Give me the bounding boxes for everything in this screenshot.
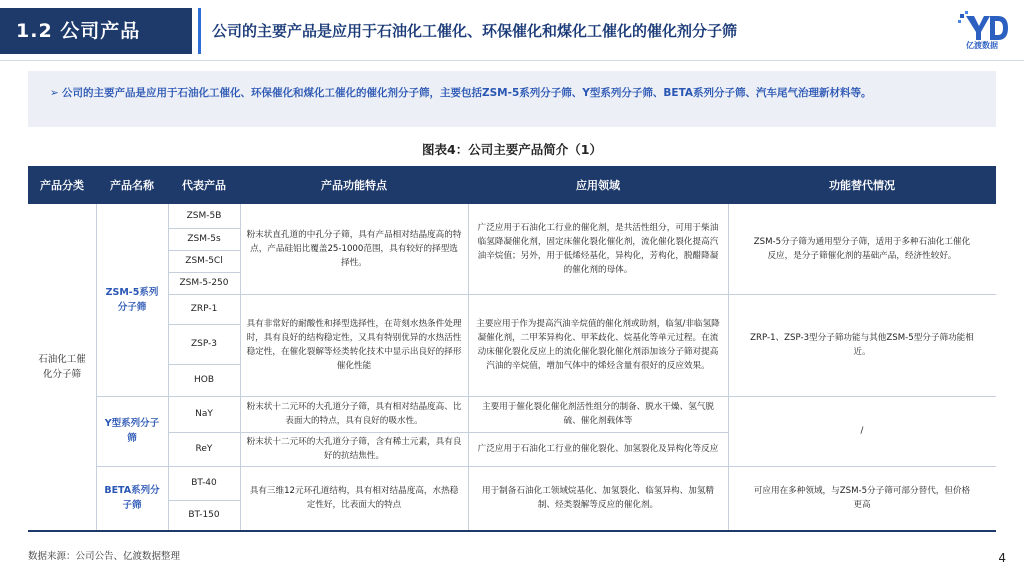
- features-beta: 具有三维12元环孔道结构，具有相对结晶度高，水热稳定性好，比表面大的特点: [249, 486, 459, 510]
- header-applications: 应用领域: [468, 166, 728, 204]
- header-rule: [0, 60, 1024, 61]
- header-substitution: 功能替代情况: [728, 166, 996, 204]
- table-bottom-rule: [28, 530, 996, 532]
- product-bt150: BT-150: [188, 510, 220, 520]
- arrow-bullet-icon: ➢: [50, 87, 59, 99]
- page-header: [0, 0, 1024, 62]
- summary-box: [28, 71, 996, 127]
- product-zsm5s: ZSM-5s: [187, 234, 221, 244]
- applications-nay: 主要用于催化裂化催化剂活性组分的制备、脱水干燥、氢气脱硫、催化剂载体等: [481, 402, 715, 426]
- product-rey: ReY: [195, 444, 213, 454]
- features-rey: 粉末状十二元环的大孔道分子筛，含有稀土元素，具有良好的抗结焦性。: [246, 437, 462, 461]
- features-zsm5-group1: 粉末状直孔道的中孔分子筛，具有产品相对结晶度高的特点，产品硅铝比覆盖25-1000范围，具有较好的择型选择性。: [246, 230, 462, 268]
- category-cell: 石油化工催化分子筛: [38, 354, 86, 380]
- applications-zsm5-group2: 主要应用于作为提高汽油辛烷值的催化剂或助剂，临氢/非临氢降凝催化剂，二甲苯异构化、甲苯歧化、烷基化等单元过程。在流动床催化裂化反应上的流化催化裂化催化剂添加该分子筛对提高汽油的辛烷值，增加气体中的烯烃含量有很好的反应效果。: [476, 319, 720, 371]
- product-zsp3: ZSP-3: [190, 339, 218, 349]
- features-nay: 粉末状十二元环的大孔道分子筛，具有相对结晶度高、比表面大的特点，具有良好的吸水性。: [246, 402, 462, 426]
- summary-text: 公司的主要产品是应用于石油化工催化、环保催化和煤化工催化的催化剂分子筛，主要包括ZSM-5系列分子筛、Y型系列分子筛、BETA系列分子筛、汽车尾气治理新材料等。: [62, 87, 872, 99]
- product-zsm5cl: ZSM-5Cl: [185, 256, 223, 266]
- header-representative: 代表产品: [168, 166, 240, 204]
- substitution-zsm5-group2: ZRP-1、ZSP-3型分子筛功能与其他ZSM-5型分子筛功能相近。: [750, 333, 974, 357]
- product-hob: HOB: [193, 375, 215, 385]
- page-number: 4: [998, 551, 1006, 565]
- header-features: 产品功能特点: [240, 166, 468, 204]
- series-zsm5: ZSM-5系列分子筛: [105, 287, 159, 313]
- applications-rey: 广泛应用于石油化工行业的催化裂化、加氢裂化及异构化等反应: [477, 444, 719, 454]
- substitution-beta: 可应用在多种领域，与ZSM-5分子筛可部分替代，但价格更高: [753, 486, 971, 510]
- series-y: Y型系列分子筛: [104, 418, 160, 444]
- product-table: [28, 166, 996, 530]
- applications-beta: 用于制备石油化工领域烷基化、加氢裂化、临氢异构、加氢精制、烃类裂解等反应的催化剂。: [481, 486, 715, 510]
- product-bt40: BT-40: [191, 478, 217, 488]
- product-nay: NaY: [195, 409, 213, 419]
- data-source-note: 数据来源：公司公告、亿渡数据整理: [28, 551, 181, 562]
- header-category: 产品分类: [28, 166, 96, 204]
- header-product-name: 产品名称: [96, 166, 168, 204]
- page-title: 公司的主要产品是应用于石油化工催化、环保催化和煤化工催化的催化剂分子筛: [212, 22, 738, 40]
- product-zsm5-250: ZSM-5-250: [179, 278, 229, 288]
- table-title: 图表4：公司主要产品简介（1）: [422, 142, 602, 157]
- product-zsm5b: ZSM-5B: [186, 211, 222, 221]
- logo-text: 亿渡数据: [966, 41, 998, 50]
- substitution-y: /: [860, 426, 864, 436]
- header-divider: [198, 8, 201, 54]
- features-zsm5-group2: 具有非常好的耐酸性和择型选择性，在苛刻水热条件处理时，具有良好的结构稳定性，又具有特别优异的水热活性稳定性，在催化裂解等烃类转化技术中显示出良好的择形催化性能: [246, 319, 462, 371]
- product-zrp1: ZRP-1: [190, 304, 218, 314]
- section-label: 1.2 公司产品: [0, 8, 192, 54]
- series-beta: BETA系列分子筛: [104, 485, 160, 511]
- applications-zsm5-group1: 广泛应用于石油化工行业的催化剂，是共活性组分，可用于柴油临氢降凝催化剂，固定床催化裂化催化剂，流化催化裂化提高汽油辛烷值；另外，用于低烯烃基化，异构化，芳构化，脱醋降凝的催化剂的母体。: [477, 223, 719, 275]
- substitution-zsm5-group1: ZSM-5分子筛为通用型分子筛，适用于多种石油化工催化反应，是分子筛催化剂的基础产品，经济性较好。: [753, 237, 971, 261]
